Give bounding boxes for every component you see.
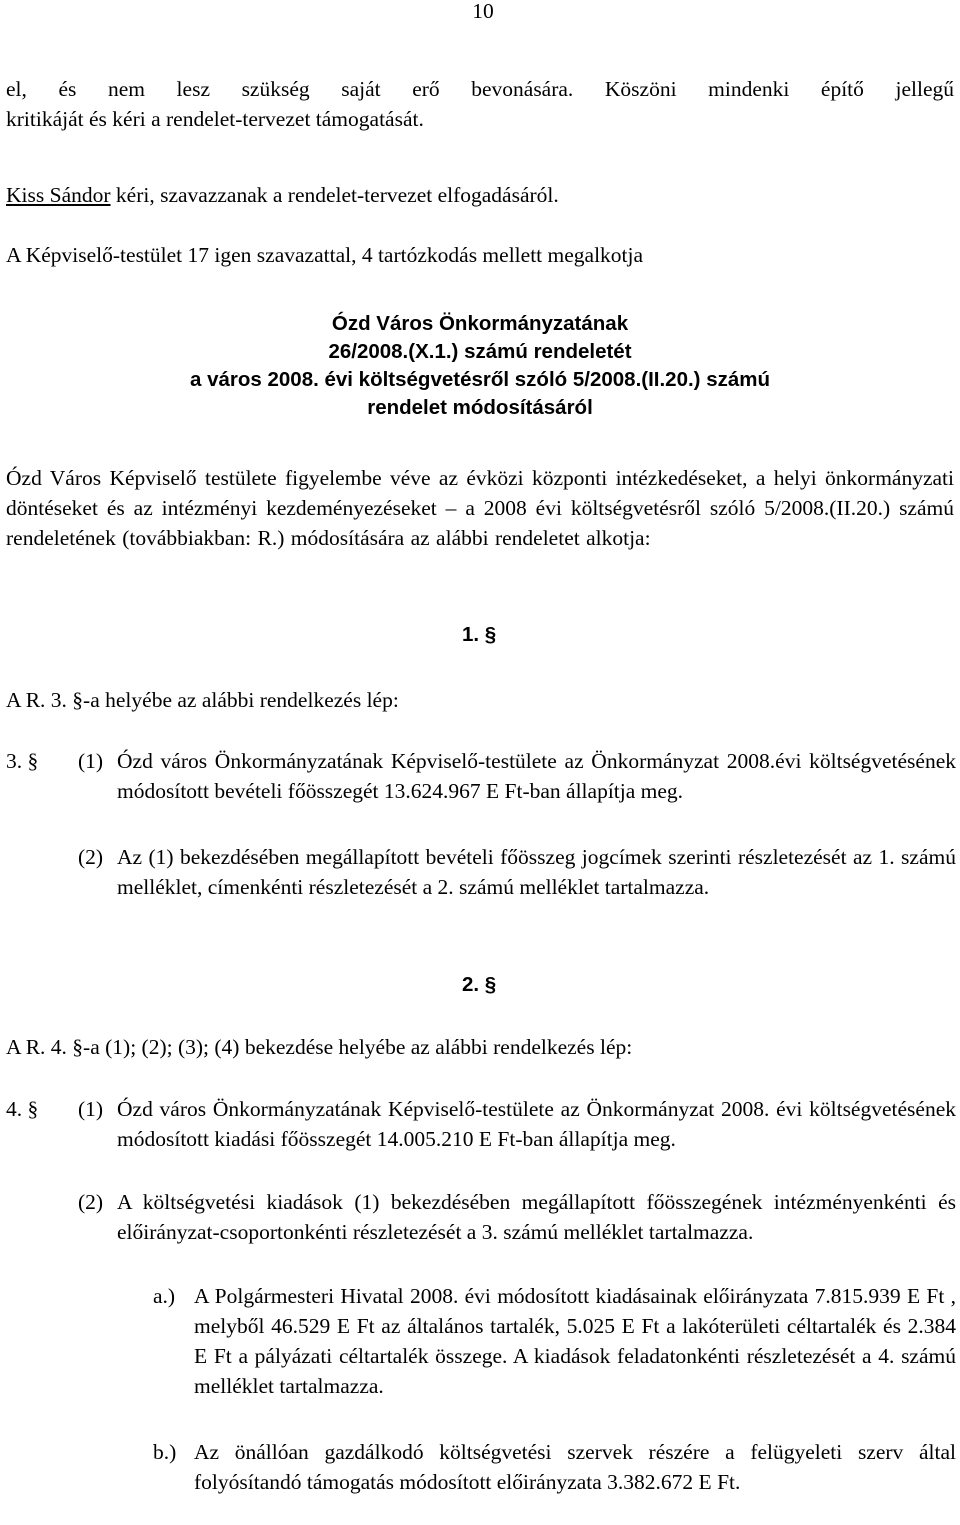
title-line-3: a város 2008. évi költségvetésről szóló 5/2008.(II.20.) számú bbox=[190, 368, 770, 391]
vote-result: A Képviselő-testület 17 igen szavazattal, 4 tartózkodás mellett megalkotja bbox=[6, 243, 644, 267]
subitem-label: a.) bbox=[153, 1284, 176, 1308]
speaker-line bbox=[6, 180, 954, 210]
section-1-provision bbox=[6, 746, 956, 926]
title-line-1: Ózd Város Önkormányzatának bbox=[331, 312, 629, 335]
provision-number: 3. § bbox=[6, 749, 39, 773]
subitem-label: b.) bbox=[153, 1440, 177, 1464]
intro-line-2: kritikáját és kéri a rendelet-tervezet támogatását. bbox=[6, 107, 424, 131]
preamble: Ózd Város Képviselő testülete figyelembe véve az évközi központi intézkedéseket, a helyi önkormányzati döntéseket és az intézményi kezdeményezéseket – a 2008 évi költségvetésről szóló 5/2008.(II.20.) számú rendeletének (továbbiakban: R.) módosítására az alábbi rendeletet alkotja: bbox=[6, 466, 954, 550]
item-text: A költségvetési kiadások (1) bekezdésében megállapított főösszegének intézményenkénti és előirányzat-csoportonkénti részletezését a 3. számú melléklet tartalmazza. bbox=[117, 1190, 956, 1244]
item-label: (1) bbox=[78, 749, 104, 773]
section-1-heading: 1. § bbox=[462, 623, 497, 646]
section-2-intro: A R. 4. §-a (1); (2); (3); (4) bekezdése helyébe az alábbi rendelkezés lép: bbox=[6, 1035, 633, 1059]
item-text: Ózd város Önkormányzatának Képviselő-testülete az Önkormányzat 2008. évi költségvetésének módosított kiadási főösszegét 14.005.210 E Ft-ban állapítja meg. bbox=[117, 1097, 956, 1151]
item-text: Az (1) bekezdésében megállapított bevételi főösszeg jogcímek szerinti részletezését az 1. számú melléklet, címenkénti részletezését a 2. számú melléklet tartalmazza. bbox=[117, 845, 956, 899]
speaker-request: kéri, szavazzanak a rendelet-tervezet elfogadásáról. bbox=[110, 183, 559, 207]
section-1-intro: A R. 3. §-a helyébe az alábbi rendelkezés lép: bbox=[6, 688, 399, 712]
intro-line-1: el, és nem lesz szükség saját erő bevonására. Köszöni mindenki építő jellegű bbox=[6, 77, 954, 101]
page-number: 10 bbox=[472, 0, 494, 23]
section-2-provision bbox=[6, 1094, 956, 1524]
item-text: Ózd város Önkormányzatának Képviselő-testülete az Önkormányzat 2008.évi költségvetésének módosított bevételi főösszegét 13.624.967 E Ft-ban állapítja meg. bbox=[117, 749, 956, 803]
subitem-text: Az önállóan gazdálkodó költségvetési szervek részére a felügyeleti szerv által folyósítandó támogatás módosított előirányzata 3.382.672 E Ft. bbox=[194, 1440, 956, 1494]
title-line-2: 26/2008.(X.1.) számú rendeletét bbox=[328, 340, 632, 363]
title-line-4: rendelet módosításáról bbox=[367, 396, 593, 419]
intro-paragraph bbox=[6, 74, 954, 134]
item-label: (1) bbox=[78, 1097, 104, 1121]
item-label: (2) bbox=[78, 845, 104, 869]
regulation-title bbox=[6, 310, 954, 422]
speaker-name: Kiss Sándor bbox=[6, 183, 111, 207]
section-2-heading: 2. § bbox=[462, 973, 497, 996]
item-label: (2) bbox=[78, 1190, 104, 1214]
provision-number: 4. § bbox=[6, 1097, 39, 1121]
subitem-text: A Polgármesteri Hivatal 2008. évi módosított kiadásainak előirányzata 7.815.939 E Ft , melyből 46.529 E Ft az általános tartalék, 5.025 E Ft a lakóterületi céltartalék és 2.384 E Ft a pályázati céltartalék összege. A kiadások feladatonkénti részletezését a 4. számú melléklet tartalmazza. bbox=[194, 1284, 956, 1398]
